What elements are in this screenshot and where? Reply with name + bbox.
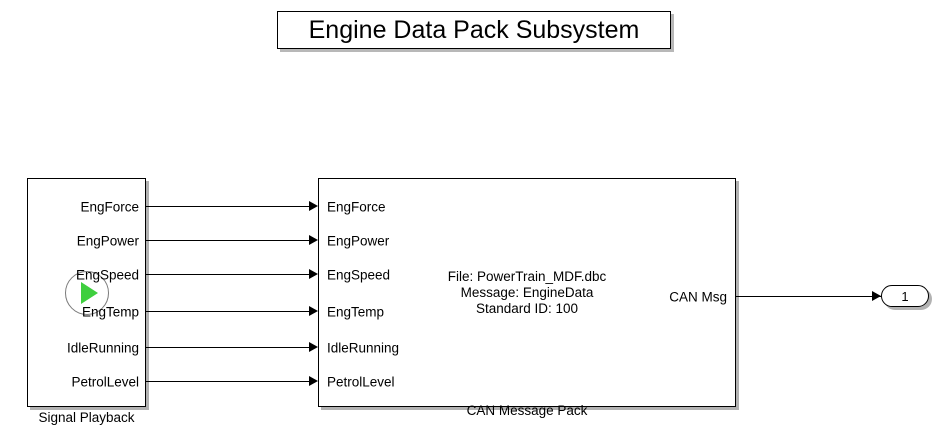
signal-playback-out-engforce: EngForce bbox=[80, 199, 139, 215]
can-pack-in-engpower: EngPower bbox=[327, 233, 390, 249]
block-can-message-pack[interactable] bbox=[318, 178, 736, 407]
diagram-title-box bbox=[277, 11, 671, 49]
arrow-engspeed bbox=[309, 269, 318, 279]
can-pack-in-petrollevel: PetrolLevel bbox=[327, 374, 395, 390]
wire-engspeed bbox=[146, 274, 310, 275]
arrow-engpower bbox=[309, 235, 318, 245]
can-pack-in-engspeed: EngSpeed bbox=[327, 267, 391, 283]
wire-idlerunning bbox=[146, 347, 310, 348]
signal-playback-out-engspeed: EngSpeed bbox=[75, 267, 139, 283]
signal-playback-out-engtemp: EngTemp bbox=[81, 304, 139, 320]
outport-block-1[interactable] bbox=[881, 285, 929, 307]
can-pack-in-engtemp: EngTemp bbox=[327, 304, 385, 320]
arrow-idlerunning bbox=[309, 342, 318, 352]
signal-playback-out-engpower: EngPower bbox=[76, 233, 139, 249]
outport-label: 1 bbox=[901, 288, 909, 304]
wire-engpower bbox=[146, 240, 310, 241]
wire-can-msg bbox=[736, 296, 881, 297]
arrow-petrollevel bbox=[309, 376, 318, 386]
arrow-can-msg bbox=[872, 291, 881, 301]
can-pack-param-id: Standard ID: 100 bbox=[475, 300, 579, 316]
signal-playback-out-petrollevel: PetrolLevel bbox=[71, 374, 139, 390]
can-pack-param-file: File: PowerTrain_MDF.dbc bbox=[447, 268, 607, 284]
wire-engtemp bbox=[146, 311, 310, 312]
wire-petrollevel bbox=[146, 381, 310, 382]
arrow-engtemp bbox=[309, 306, 318, 316]
can-pack-in-engforce: EngForce bbox=[327, 199, 386, 215]
signal-playback-out-idlerunning: IdleRunning bbox=[66, 340, 139, 356]
wire-engforce bbox=[146, 206, 310, 207]
can-pack-in-idlerunning: IdleRunning bbox=[327, 340, 400, 356]
can-pack-param-message: Message: EngineData bbox=[460, 284, 594, 300]
block-signal-playback[interactable] bbox=[27, 178, 146, 407]
page-title: Engine Data Pack Subsystem bbox=[308, 15, 640, 44]
block-caption-signal-playback: Signal Playback bbox=[38, 410, 135, 425]
block-caption-can-message-pack: CAN Message Pack bbox=[466, 403, 588, 418]
arrow-engforce bbox=[309, 201, 318, 211]
can-pack-out-can-msg: CAN Msg bbox=[669, 289, 727, 305]
